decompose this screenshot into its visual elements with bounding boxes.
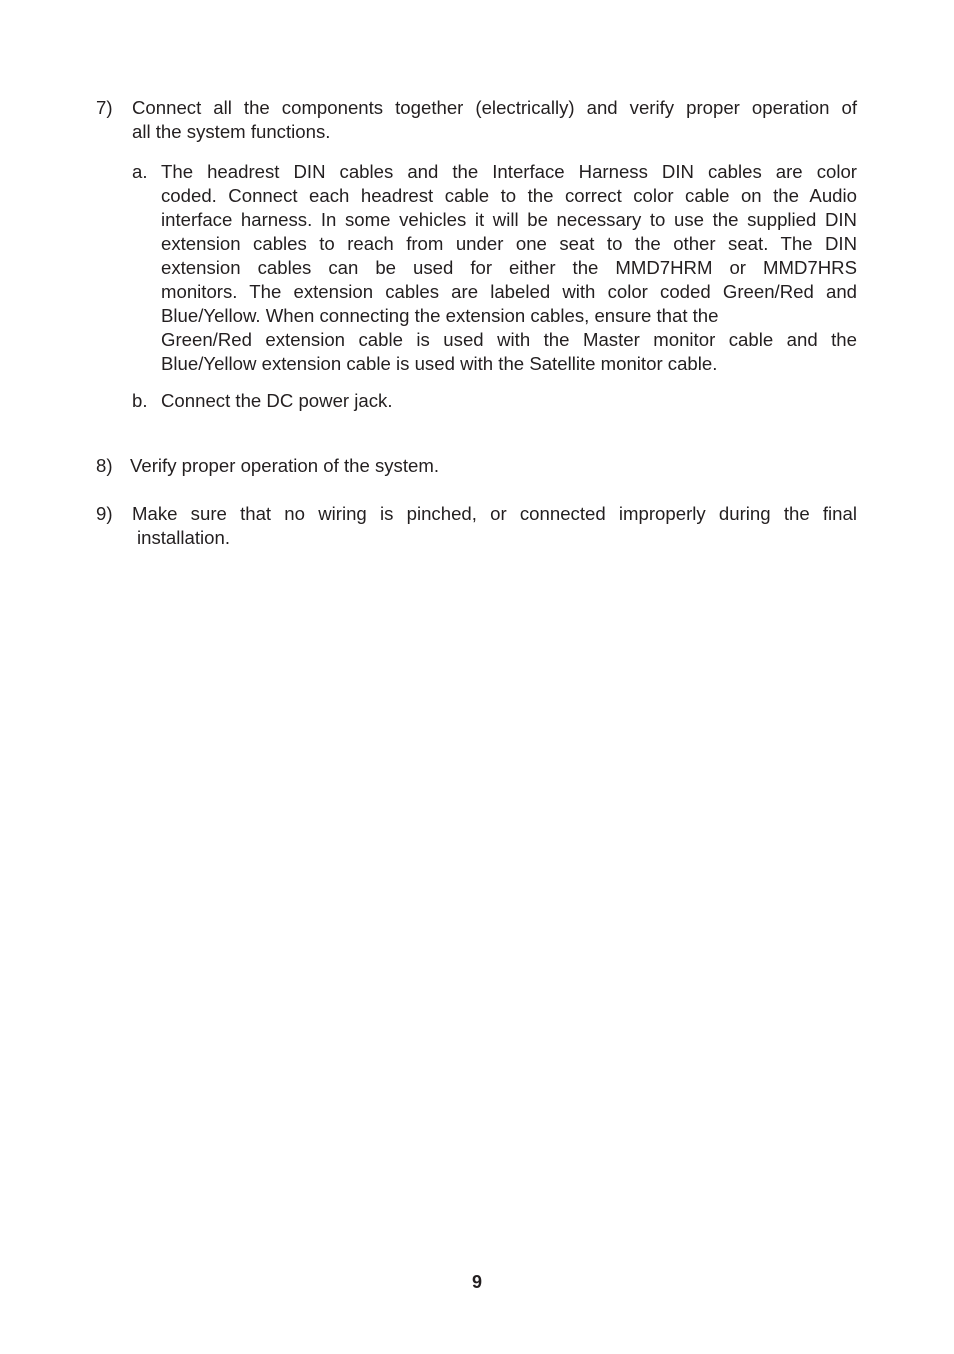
item-number: 7)	[96, 97, 113, 118]
item-text	[132, 96, 857, 144]
text-line: coded. Connect each headrest cable to the correct color cable on the Audio	[161, 185, 857, 206]
text-line: Connect all the components together (electrically) and verify proper operation of	[132, 97, 857, 118]
text-line: monitors. The extension cables are labeled with color coded Green/Red and	[161, 281, 857, 302]
item-text	[132, 502, 857, 550]
text-line: Blue/Yellow extension cable is used with the Satellite monitor cable.	[161, 353, 718, 374]
item-text	[161, 389, 857, 413]
list-item-9	[96, 502, 857, 550]
item-text	[161, 160, 857, 376]
sub-item-a	[132, 160, 857, 376]
text-line: interface harness. In some vehicles it will be necessary to use the supplied DIN	[161, 209, 857, 230]
item-number: 8)	[96, 455, 113, 476]
text-line: Connect the DC power jack.	[161, 390, 393, 411]
text-line: extension cables can be used for either the MMD7HRM or MMD7HRS	[161, 257, 857, 278]
sub-item-b	[132, 389, 857, 413]
text-line: all the system functions.	[132, 121, 331, 142]
text-line: Green/Red extension cable is used with the Master monitor cable and the	[161, 329, 857, 350]
text-line: extension cables to reach from under one seat to the other seat. The DIN	[161, 233, 857, 254]
text-line: Make sure that no wiring is pinched, or connected improperly during the final	[132, 503, 857, 524]
list-item-7	[96, 96, 857, 144]
list-item-8	[96, 454, 857, 478]
page-number: 9	[471, 1272, 482, 1292]
text-line: The headrest DIN cables and the Interface Harness DIN cables are color	[161, 161, 857, 182]
item-number: b.	[132, 390, 148, 411]
text-line: Verify proper operation of the system.	[130, 455, 440, 476]
text-line: Blue/Yellow. When connecting the extension cables, ensure that the	[161, 305, 719, 326]
text-line: installation.	[137, 527, 231, 548]
item-number: 9)	[96, 503, 113, 524]
item-text	[130, 454, 857, 478]
item-number: a.	[132, 161, 148, 182]
